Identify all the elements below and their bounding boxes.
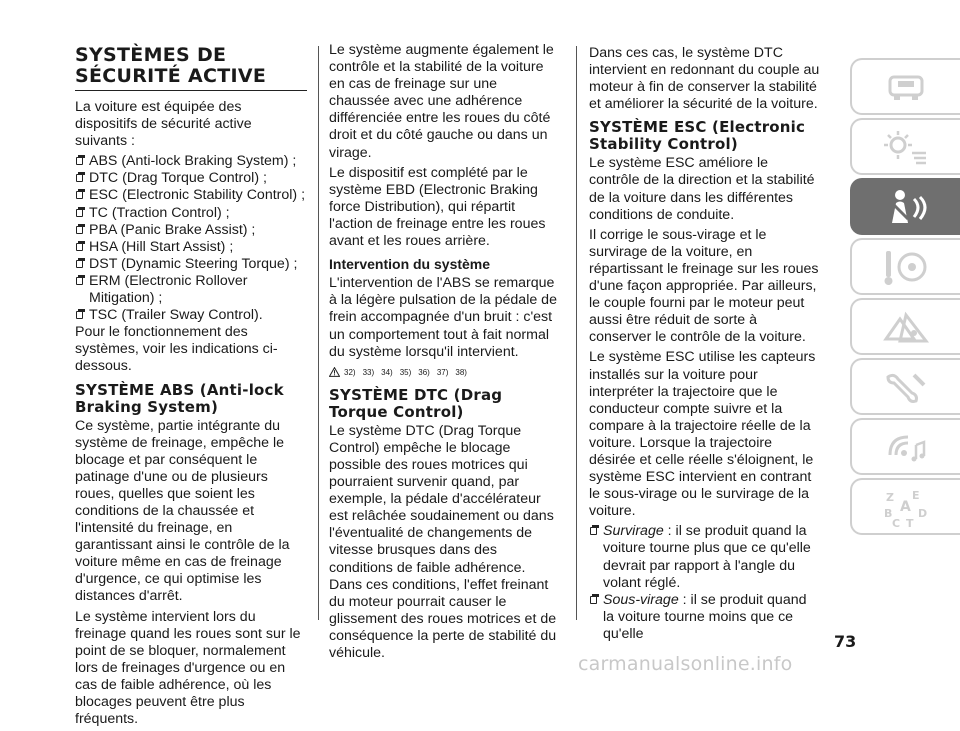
list-item: PBA (Panic Brake Assist) ; xyxy=(75,222,307,239)
list-item: HSA (Hill Start Assist) ; xyxy=(75,239,307,256)
tab-multimedia[interactable] xyxy=(850,418,960,475)
dtc-paragraph-2: Dans ces cas, le système DTC intervient en redonnant du couple au moteur à fin de conserver la stabilité et améliorer la sécurité de la voiture. xyxy=(589,45,820,113)
svg-text:E: E xyxy=(912,488,920,502)
warning-references xyxy=(329,364,561,381)
tab-safety[interactable] xyxy=(850,178,960,235)
list-item: TSC (Trailer Sway Control). xyxy=(75,307,307,324)
bullet-icon xyxy=(76,174,83,182)
intervention-heading: Intervention du système xyxy=(329,256,491,273)
esc-paragraph-1: Le système ESC améliore le contrôle de la direction et la stabilité de la voiture dans les différentes conditions de conduite. xyxy=(589,155,815,223)
column-3 xyxy=(589,45,821,643)
column-divider xyxy=(318,46,319,620)
list-item: DST (Dynamic Steering Torque) ; xyxy=(75,256,307,273)
multimedia-icon xyxy=(876,425,936,469)
esc-paragraph-2: Il corrige le sous-virage et le survirage de la voiture, en répartissant le freinage sur les roues d'une façon appropriée. Par ailleurs, le couple fourni par le moteur peut aussi être réduit de sorte à conserver le contrôle de la voiture. xyxy=(589,226,819,346)
warning-ref[interactable]: 38) xyxy=(455,367,467,377)
bullet-icon xyxy=(76,260,83,268)
chapter-tabs xyxy=(850,58,960,538)
dtc-heading: SYSTÈME DTC (Drag Torque Control) xyxy=(329,385,503,421)
tab-lights[interactable] xyxy=(850,118,960,175)
page-number: 73 xyxy=(834,632,857,651)
bullet-icon xyxy=(76,226,83,234)
tab-index[interactable] xyxy=(850,478,960,535)
svg-text:B: B xyxy=(884,506,893,520)
bullet-icon xyxy=(76,191,83,199)
abs-heading: SYSTÈME ABS (Anti-lock Braking System) xyxy=(75,380,284,416)
bullet-icon xyxy=(590,596,597,604)
tab-maintenance[interactable] xyxy=(850,358,960,415)
lights-icon xyxy=(876,125,936,169)
tab-starting-driving[interactable] xyxy=(850,238,960,295)
ebd-paragraph: Le dispositif est complété par le système EBD (Electronic Braking force Distribution), qui répartit l'action de freinage entre les roues avant et les roues arrière. xyxy=(329,164,546,250)
bullet-icon xyxy=(590,527,597,535)
column-1 xyxy=(75,45,307,731)
abs-paragraph-1: Ce système, partie intégrante du système de freinage, empêche le blocage et par conséquent le patinage d'une ou de plusieurs roues, quelles que soient les conditions de la chaussée et l'intensité du freinage, en garantissant ainsi le contrôle de la voiture même en cas de freinage d'urgence, ce qui optimise les distances d'arrêt. xyxy=(75,417,290,605)
column-divider xyxy=(576,46,577,620)
warning-ref[interactable]: 35) xyxy=(399,367,412,377)
esc-heading: SYSTÈME ESC (Electronic Stability Control) xyxy=(589,118,806,154)
after-list-paragraph: Pour le fonctionnement des systèmes, voir les indications ci-dessous. xyxy=(75,324,278,375)
bullet-icon xyxy=(76,157,83,165)
list-item: ESC (Electronic Stability Control) ; xyxy=(75,187,307,204)
column-2 xyxy=(329,42,561,665)
bullet-icon xyxy=(76,209,83,217)
tab-emergency[interactable] xyxy=(850,298,960,355)
abs-paragraph-3: Le système augmente également le contrôle et la stabilité de la voiture en cas de freinage sur une chaussée avec une adhérence différenciée entre les roues du côté droit et du côté gauche ou dans un virage. xyxy=(329,42,554,161)
svg-text:D: D xyxy=(918,506,928,520)
watermark: carmanualsonline.info xyxy=(578,653,793,675)
list-item: Sous-virage : il se produit quand la voiture tourne moins que ce qu'elle xyxy=(589,592,821,643)
svg-text:C: C xyxy=(892,516,901,529)
tab-car-dashboard[interactable] xyxy=(850,58,960,115)
list-item: Survirage : il se produit quand la voiture tourne plus que ce qu'elle devrait par rapport à l'angle du volant réglé. xyxy=(589,523,821,591)
page-title: SYSTÈMES DE SÉCURITÉ ACTIVE xyxy=(75,45,307,91)
bullet-icon xyxy=(76,277,83,285)
warning-ref[interactable]: 36) xyxy=(418,367,430,377)
warning-ref[interactable]: 33) xyxy=(362,367,375,377)
svg-text:T: T xyxy=(906,516,914,529)
list-item: ERM (Electronic Rollover Mitigation) ; xyxy=(75,273,307,307)
svg-text:Z: Z xyxy=(886,490,894,504)
car-dashboard-icon xyxy=(876,65,936,109)
esc-paragraph-3: Le système ESC utilise les capteurs installés sur la voiture pour interpréter la trajectoire que le conducteur compte suivre et la compare à la trajectoire réelle de la voiture. Lorsque la trajectoire désirée et celle réelle s'éloignent, le système ESC intervient en contrant le sous-virage ou le survirage de la voiture. xyxy=(589,349,816,520)
steering-list xyxy=(589,523,821,643)
warning-ref[interactable]: 34) xyxy=(381,367,393,377)
warning-ref[interactable]: 32) xyxy=(344,367,356,377)
dtc-paragraph: Le système DTC (Drag Torque Control) empêche le blocage possible des roues motrices qui pourraient survenir quand, par exemple, la pédale d'accélérateur est relâchée soudainement ou dans l'éventualité de changements de vitesse brusques dans des conditions de faible adhérence. Dans ces conditions, l'effet freinant du moteur pourrait causer le glissement des roues motrices et de conséquence la perte de stabilité du véhicule. xyxy=(329,422,557,661)
svg-text:A: A xyxy=(900,498,911,515)
intro-paragraph: La voiture est équipée des dispositifs de sécurité active suivants : xyxy=(75,99,252,150)
systems-list xyxy=(75,153,307,324)
seatbelt-airbag-icon xyxy=(876,185,936,229)
intervention-paragraph: L'intervention de l'ABS se remarque à la légère pulsation de la pédale de frein accompagnée d'un bruit : c'est un comportement tout à fait normal du système lorsqu'il intervient. xyxy=(329,275,557,360)
warning-triangle-icon xyxy=(876,305,936,349)
wrench-car-icon xyxy=(876,365,936,409)
list-item: TC (Traction Control) ; xyxy=(75,205,307,222)
warning-ref[interactable]: 37) xyxy=(436,367,449,377)
key-steering-wheel-icon xyxy=(876,245,936,289)
bullet-icon xyxy=(76,311,83,319)
index-letters-icon xyxy=(876,485,936,529)
warning-icon xyxy=(329,367,340,377)
bullet-icon xyxy=(76,243,83,251)
abs-paragraph-2: Le système intervient lors du freinage quand les roues sont sur le point de se bloquer, normalement lors de freinages d'urgence ou en cas de faible adhérence, où les blocages peuvent être plus fréquents. xyxy=(75,608,301,728)
list-item: ABS (Anti-lock Braking System) ; xyxy=(75,153,307,170)
list-item: DTC (Drag Torque Control) ; xyxy=(75,170,307,187)
